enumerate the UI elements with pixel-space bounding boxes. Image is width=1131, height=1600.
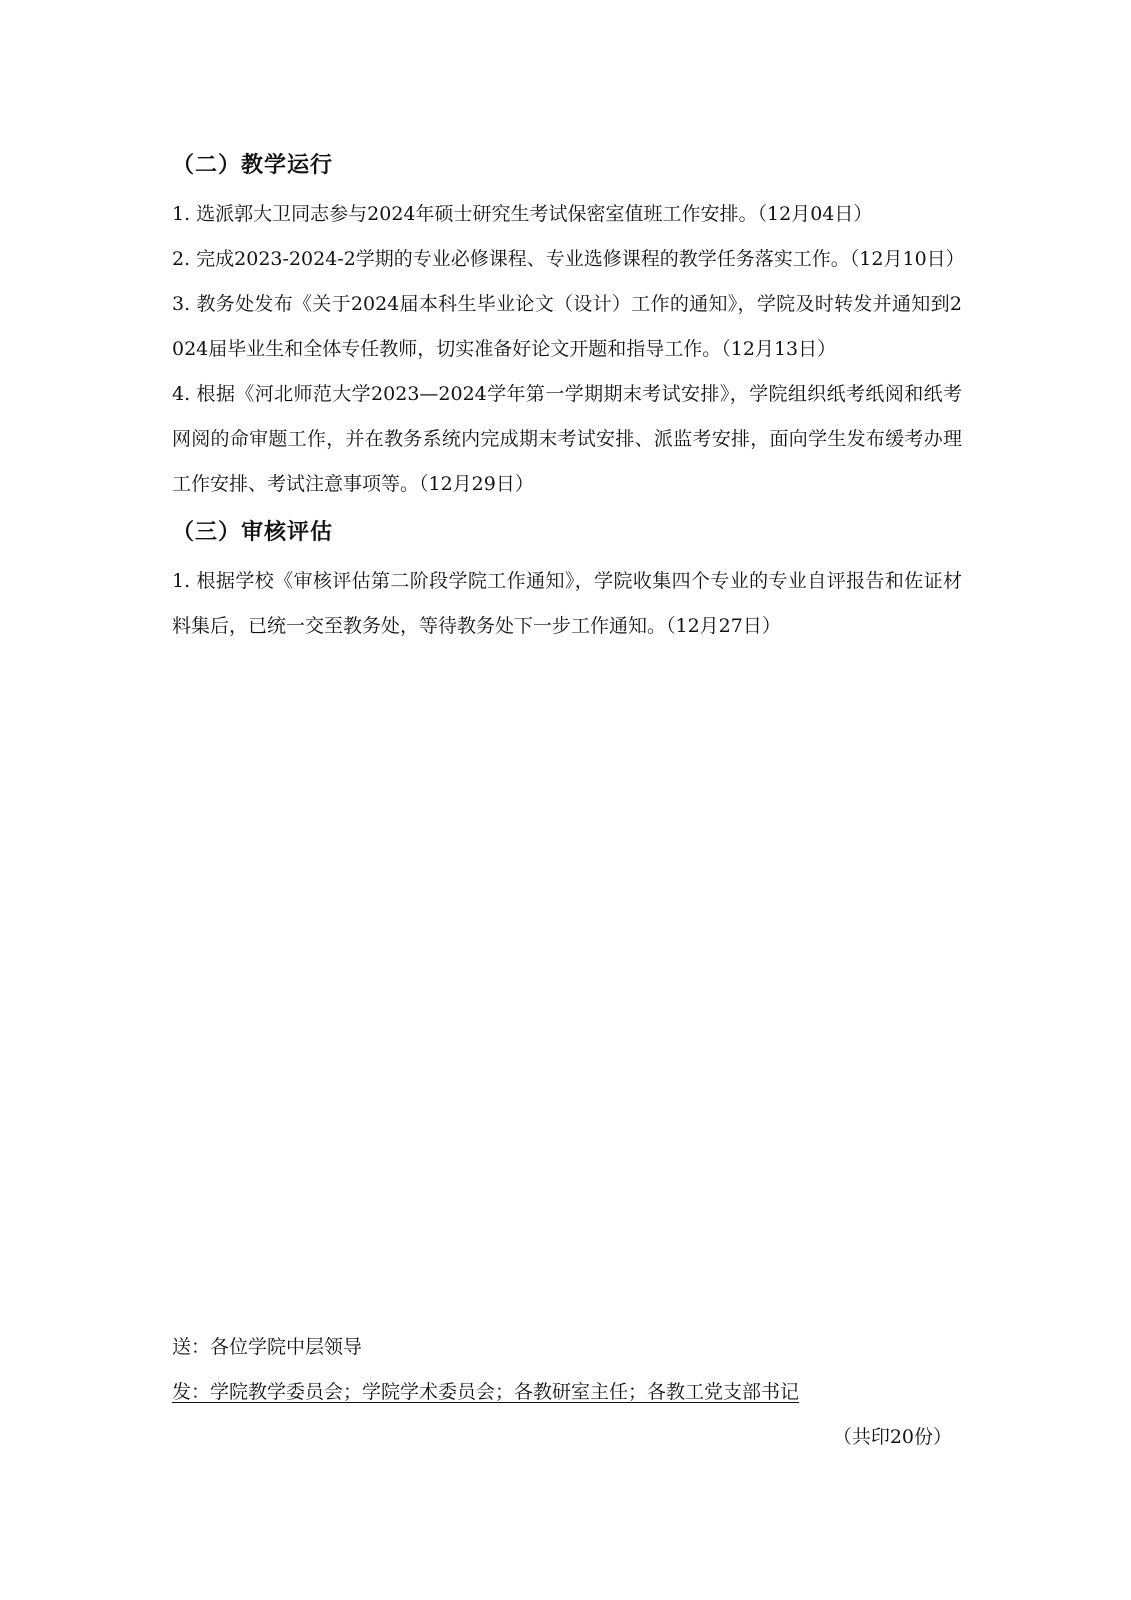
section-heading: （二）教学运行	[172, 153, 334, 178]
copies-count: （共印20份）	[832, 1426, 952, 1448]
distribution-footer	[172, 1325, 962, 1460]
list-item: 3. 教务处发布《关于2024届本科生毕业论文（设计）工作的通知》，学院及时转发并通知到2024届毕业生和全体专任教师，切实准备好论文开题和指导工作。（12月13日）	[172, 293, 962, 360]
document-body	[172, 140, 965, 649]
list-item: 2. 完成2023-2024-2学期的专业必修课程、专业选修课程的教学任务落实工作。（12月10日）	[172, 248, 965, 270]
distribution-line: 发：学院教学委员会；学院学术委员会；各教研室主任；各教工党支部书记	[172, 1381, 800, 1403]
section-heading: （三）审核评估	[172, 520, 334, 545]
list-item: 4. 根据《河北师范大学2023—2024学年第一学期期末考试安排》，学院组织纸考纸阅和纸考网阅的命审题工作，并在教务系统内完成期末考试安排、派监考安排，面向学生发布缓考办理工作安排、考试注意事项等。（12月29日）	[172, 383, 962, 495]
section-teaching-operation	[172, 140, 965, 507]
section-audit-evaluation	[172, 507, 962, 649]
recipients-line: 送：各位学院中层领导	[172, 1336, 363, 1358]
list-item: 1. 选派郭大卫同志参与2024年硕士研究生考试保密室值班工作安排。（12月04日）	[172, 203, 873, 225]
list-item: 1. 根据学校《审核评估第二阶段学院工作通知》，学院收集四个专业的专业自评报告和佐证材料集后，已统一交至教务处，等待教务处下一步工作通知。（12月27日）	[172, 570, 962, 637]
